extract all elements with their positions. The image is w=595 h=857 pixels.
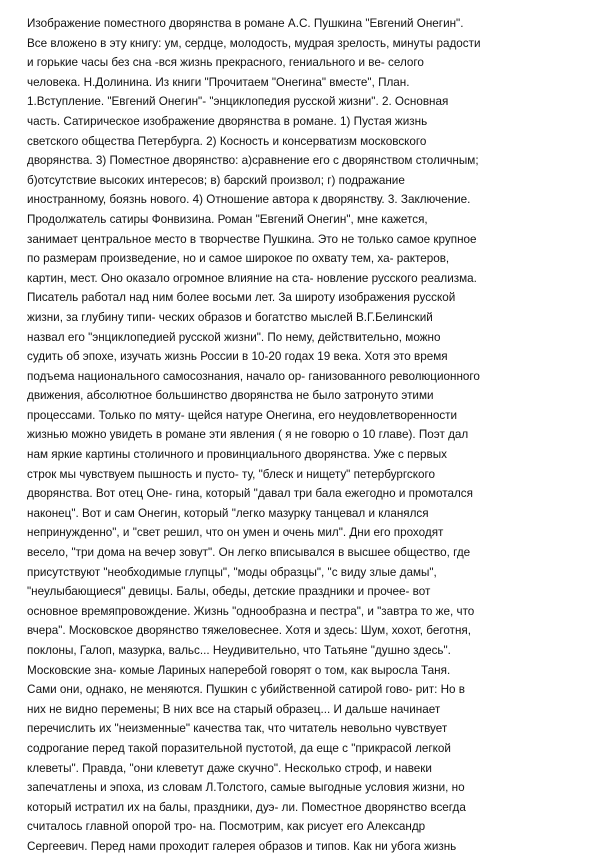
text-line: б)отсутствие высоких интересов; в) барский произвол; г) подражание (27, 173, 405, 187)
text-line: поклоны, Галоп, мазурка, вальс... Неудивительно, что Татьяне "душно здесь". (27, 644, 451, 657)
text-line: "неулыбающиеся" девицы. Балы, обеды, детские праздники и прочее- вот (27, 585, 431, 599)
text-line: иностранному, боязнь нового. 4) Отношение автора к дворянству. 3. Заключение. (27, 193, 471, 207)
text-line: 1.Вступление. "Евгений Онегин"- "энциклопедия русской жизни". 2. Основная (27, 95, 449, 109)
text-line: перечислить их "неизменные" качества так, что читатель невольно чувствует (27, 722, 448, 736)
text-line: по размерам произведение, но и самое широкое по охвату тем, ха- рактеров, (27, 252, 450, 266)
text-line: часть. Сатирическое изображение дворянства в романе. 1) Пустая жизнь (27, 114, 428, 128)
text-line: картин, мест. Оно оказало огромное влияние на ста- новление русского реализма. (27, 271, 477, 285)
text-line: весело, "три дома на вечер зовут". Он легко вписывался в высшее общество, где (27, 546, 471, 560)
text-line: Изображение поместного дворянства в романе А.С. Пушкина "Евгений Онегин". (27, 17, 464, 30)
text-line: Продолжатель сатиры Фонвизина. Роман "Евгений Онегин", мне кажется, (27, 212, 428, 226)
text-line: подъема национального самосознания, начало ор- ганизованного революционного (27, 369, 480, 383)
text-line: считалось главной опорой тро- на. Посмотрим, как рисует его Александр (27, 820, 426, 834)
document-body (27, 14, 575, 857)
text-line: дворянства. 3) Поместное дворянство: а)сравнение его с дворянством столичным; (27, 154, 479, 168)
text-line: нам яркие картины столичного и провинциального дворянства. Уже с первых (27, 448, 447, 462)
text-line: содрогание перед такой поразительной пустотой, да еще с "прикрасой легкой (27, 741, 451, 755)
text-line: основное времяпровождение. Жизнь "однообразна и пестра", и "завтра то же, что (27, 604, 475, 618)
text-line: присутствуют "необходимые глупцы", "моды образцы", "с виду злые дамы", (27, 565, 437, 579)
text-line: клеветы". Правда, "они клеветут даже скучно". Несколько строф, и навеки (27, 761, 432, 775)
text-line: судить об эпохе, изучать жизнь России в 10-20 годах 19 века. Хотя это время (27, 350, 448, 364)
text-line: них не видно перемены; В них все на старый образец... И дальше начинает (27, 702, 441, 716)
text-line: наконец". Вот и сам Онегин, который "легко мазурку танцевал и кланялся (27, 506, 429, 520)
text-line: Сами они, однако, не меняются. Пушкин с убийственной сатирой гово- рит: Но в (27, 683, 466, 697)
text-line: движения, абсолютное большинство дворянства не было затронуто этими (27, 389, 434, 403)
text-line: непринужденно", и "свет решил, что он умен и очень мил". Дни его проходят (27, 526, 444, 540)
text-line: назвал его "энциклопедией русской жизни". По нему, действительно, можно (27, 330, 441, 344)
text-line: дворянства. Вот отец Оне- гина, который "давал три бала ежегодно и промотался (27, 487, 473, 501)
text-line: жизнью можно увидеть в романе эти явления ( я не говорю о 10 главе). Поэт дал (27, 428, 469, 442)
text-line: занимает центральное место в творчестве Пушкина. Это не только самое крупное (27, 232, 477, 246)
text-line: и горькие часы без сна -вся жизнь прекрасного, гениального и ве- селого (27, 56, 424, 70)
text-line: запечатлены и эпоха, из словам Л.Толстого, самые выгодные условия жизни, но (27, 781, 465, 795)
text-line: Писатель работал над ним более восьми лет. За широту изображения русской (27, 291, 456, 305)
text-line: который истратил их на балы, праздники, дуэ- ли. Поместное дворянство всегда (27, 800, 466, 814)
text-line: вчера". Московское дворянство тяжеловеснее. Хотя и здесь: Шум, хохот, беготня, (27, 624, 471, 638)
text-line: Все вложено в эту книгу: ум, сердце, молодость, мудрая зрелость, минуты радости (27, 36, 481, 50)
text-line: Московские зна- комые Лариных наперебой говорят о том, как выросла Таня. (27, 663, 451, 677)
text-line: Сергеевич. Перед нами проходит галерея образов и типов. Как ни убога жизнь (27, 839, 457, 853)
text-line: жизни, за глубину типи- ческих образов и богатство мыслей В.Г.Белинский (27, 310, 433, 324)
text-line: человека. Н.Долинина. Из книги "Прочитаем "Онегина" вместе", План. (27, 75, 410, 89)
text-line: строк мы чувствуем пышность и пусто- ту, "блеск и нищету" петербургского (27, 467, 435, 481)
text-line: процессами. Только по мяту- щейся натуре Онегина, его неудовлетворенности (27, 408, 458, 422)
text-line: светского общества Петербурга. 2) Косность и консерватизм московского (27, 134, 427, 148)
